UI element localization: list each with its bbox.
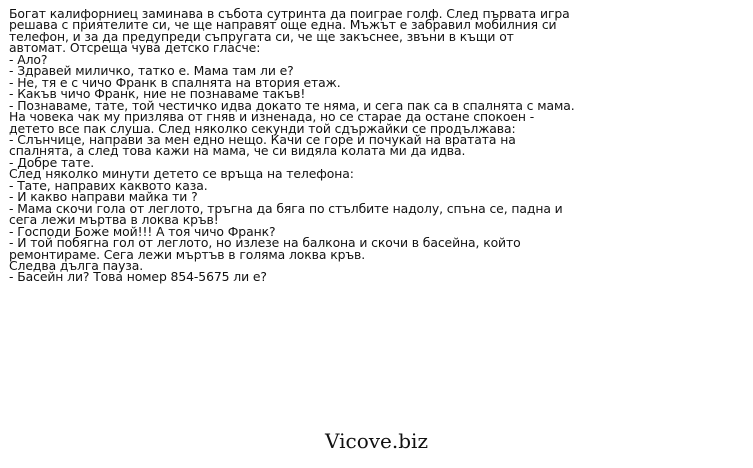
text-line: - Басейн ли? Това номер 854-5675 ли е?	[9, 269, 267, 285]
text-line: автомат. Отсреща чува детско гласче:	[9, 40, 261, 56]
joke-text	[9, 8, 749, 283]
text-line: След няколко минути детето се връща на телефона:	[9, 166, 354, 182]
text-line: - Мама скочи гола от леглото, тръгна да бяга по стълбите надолу, спъна се, падна и	[9, 200, 563, 216]
site-footer: Vicove.biz	[325, 429, 428, 453]
text-line: телефон, и за да предупреди съпругата си, че ще закъснее, звъни в къщи от	[9, 28, 514, 44]
text-line: - И той побягна гол от леглото, но излезе на балкона и скочи в басейна, който	[9, 235, 521, 251]
text-line: детето все пак слуша. След няколко секунди той сдържайки се продължава:	[9, 120, 516, 136]
text-line: ремонтираме. Сега лежи мъртъв в голяма локва кръв.	[9, 246, 366, 262]
text-line: - Какъв чичо Франк, ние не познаваме такъв!	[9, 86, 306, 102]
text-line: спалнята, а след това кажи на мама, че си видяла колата ми да идва.	[9, 143, 466, 159]
text-line: - Здравей миличко, татко е. Мама там ли е?	[9, 63, 294, 79]
text-line: - Не, тя е с чичо Франк в спалнята на втория етаж.	[9, 74, 341, 90]
text-line: сега лежи мъртва в локва кръв!	[9, 212, 219, 228]
text-line: - Тате, направих каквото каза.	[9, 177, 208, 193]
text-line: На човека чак му призлява от гняв и изненада, но се старае да остане спокоен -	[9, 109, 535, 125]
text-line: Следва дълга пауза.	[9, 257, 144, 273]
text-line: Богат калифорниец заминава в събота сутринта да поиграе голф. След първата игра	[9, 6, 570, 21]
text-line: - Слънчице, направи за мен едно нещо. Качи се горе и почукай на вратата на	[9, 131, 516, 147]
text-line: - Добре тате.	[9, 154, 95, 170]
text-line: - И какво направи майка ти ?	[9, 189, 198, 205]
text-line: - Господи Боже мой!!! А тоя чичо Франк?	[9, 223, 276, 239]
text-line: - Ало?	[9, 51, 48, 67]
text-line: решава с приятелите си, че ще направят още една. Мъжът е забравил мобилния си	[9, 17, 557, 33]
text-line: - Познаваме, тате, той честичко идва докато те няма, и сега пак са в спалнята с мама.	[9, 97, 575, 113]
